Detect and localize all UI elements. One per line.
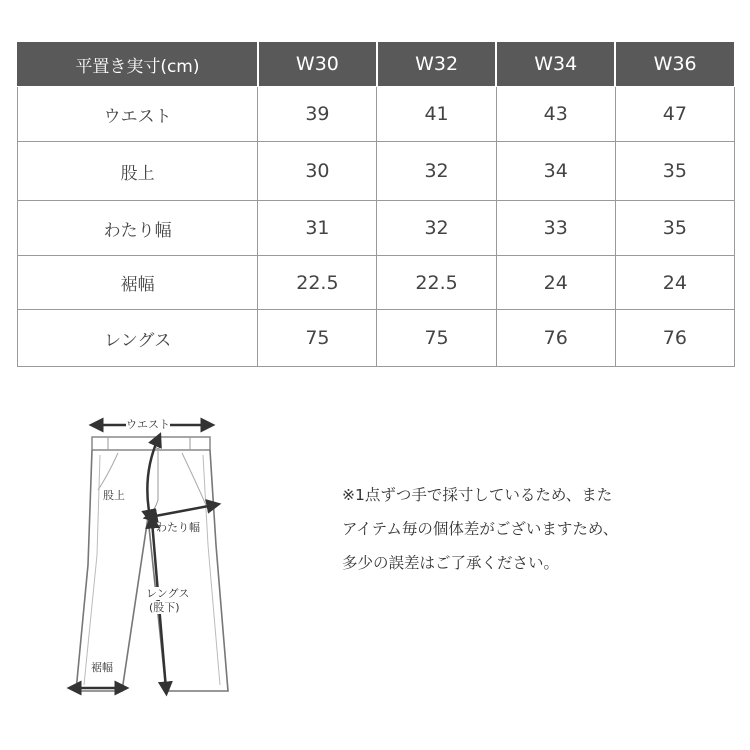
- row-label: わたり幅: [18, 201, 258, 256]
- cell-value: 24: [496, 256, 615, 310]
- header-size-w36: W36: [615, 42, 734, 87]
- size-table: [17, 41, 735, 367]
- cell-value: 75: [377, 310, 496, 367]
- cell-value: 30: [258, 142, 377, 201]
- cell-value: 41: [377, 87, 496, 142]
- table-header-row: [18, 42, 735, 87]
- cell-value: 76: [496, 310, 615, 367]
- cell-value: 31: [258, 201, 377, 256]
- cell-value: 39: [258, 87, 377, 142]
- cell-value: 32: [377, 201, 496, 256]
- pants-measurement-diagram: [60, 405, 270, 705]
- header-size-w30: W30: [258, 42, 377, 87]
- header-measurement: 平置き実寸(cm): [18, 42, 258, 87]
- cell-value: 43: [496, 87, 615, 142]
- cell-value: 35: [615, 201, 734, 256]
- table-row: [18, 310, 735, 367]
- note-line: アイテム毎の個体差がございますため、: [342, 520, 619, 538]
- header-size-w34: W34: [496, 42, 615, 87]
- row-label: 裾幅: [18, 256, 258, 310]
- waist-label: ウエスト: [126, 418, 170, 431]
- cell-value: 34: [496, 142, 615, 201]
- table-row: [18, 256, 735, 310]
- rise-label: 股上: [103, 489, 125, 502]
- table-row: [18, 201, 735, 256]
- cell-value: 32: [377, 142, 496, 201]
- cell-value: 22.5: [377, 256, 496, 310]
- length-label: レングス: [146, 587, 190, 600]
- table-row: [18, 142, 735, 201]
- cell-value: 75: [258, 310, 377, 367]
- cell-value: 47: [615, 87, 734, 142]
- note-line: 多少の誤差はご了承ください。: [342, 554, 560, 572]
- measurement-note: [342, 478, 742, 580]
- cell-value: 35: [615, 142, 734, 201]
- row-label: 股上: [18, 142, 258, 201]
- thigh-label: わたり幅: [156, 521, 200, 534]
- cell-value: 22.5: [258, 256, 377, 310]
- row-label: ウエスト: [18, 87, 258, 142]
- cell-value: 33: [496, 201, 615, 256]
- hem-label: 裾幅: [91, 661, 113, 674]
- cell-value: 76: [615, 310, 734, 367]
- table-row: [18, 87, 735, 142]
- header-size-w32: W32: [377, 42, 496, 87]
- pants-outline-illustration: [60, 405, 270, 705]
- row-label: レングス: [18, 310, 258, 367]
- note-line: ※1点ずつ手で採寸しているため、また: [342, 486, 613, 504]
- length-sub-label: (股下): [149, 601, 180, 614]
- cell-value: 24: [615, 256, 734, 310]
